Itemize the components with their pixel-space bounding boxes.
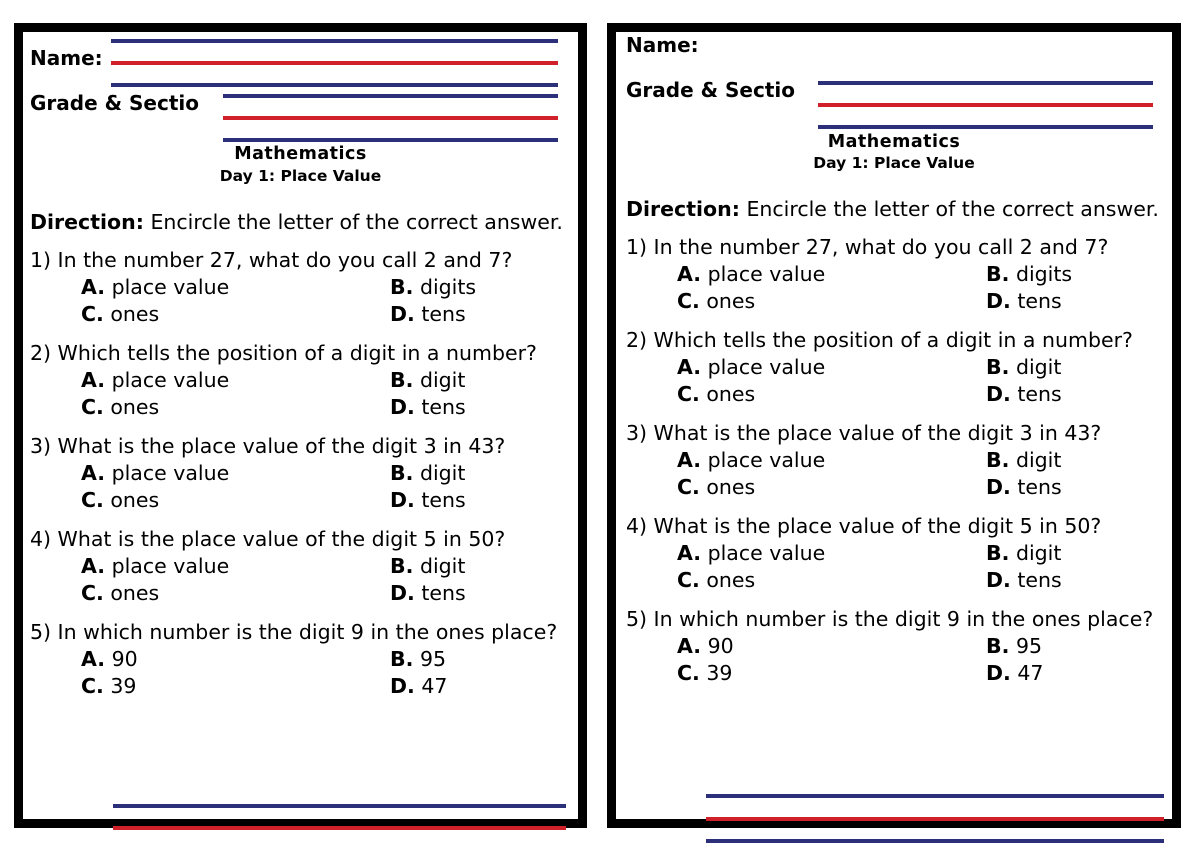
name-line-blue: [111, 39, 558, 43]
question-1: [626, 234, 1166, 315]
right-content: [626, 196, 1166, 699]
right-footer-line-blue: [706, 794, 1164, 798]
option-a[interactable]: A. place value: [81, 554, 230, 578]
direction: [626, 196, 1166, 223]
option-d[interactable]: D. tens: [390, 581, 466, 605]
question-5: [626, 606, 1166, 687]
option-b[interactable]: B. digit: [390, 554, 466, 578]
direction-text: Encircle the letter of the correct answer.: [739, 197, 1159, 221]
grade-section-label: Grade & Sectio: [30, 91, 200, 115]
right-footer-line-blue-2: [706, 839, 1164, 843]
option-c[interactable]: C. ones: [81, 581, 160, 605]
option-a[interactable]: A. place value: [81, 368, 230, 392]
option-a[interactable]: A. place value: [677, 448, 826, 472]
option-a[interactable]: A. 90: [677, 634, 734, 658]
question-text: 2) Which tells the position of a digit in a number?: [30, 341, 537, 365]
question-4: [30, 526, 570, 607]
day-title: Day 1: Place Value: [813, 154, 975, 172]
grade-line-blue-2: [223, 138, 558, 142]
question-text: 2) Which tells the position of a digit in a number?: [626, 328, 1133, 352]
question-text: 1) In the number 27, what do you call 2 and 7?: [30, 248, 513, 272]
option-c[interactable]: C. ones: [677, 289, 756, 313]
left-footer-line-red: [113, 826, 566, 830]
name-label: Name:: [30, 46, 103, 70]
option-d[interactable]: D. tens: [390, 488, 466, 512]
option-d[interactable]: D. tens: [986, 475, 1062, 499]
direction-text: Encircle the letter of the correct answer.: [143, 210, 563, 234]
option-a[interactable]: A. 90: [81, 647, 138, 671]
question-2: [30, 340, 570, 421]
option-b[interactable]: B. 95: [986, 634, 1043, 658]
option-a[interactable]: A. place value: [677, 541, 826, 565]
option-a[interactable]: A. place value: [81, 275, 230, 299]
option-d[interactable]: D. tens: [390, 395, 466, 419]
option-c[interactable]: C. 39: [677, 661, 733, 685]
subject-title: Mathematics: [827, 132, 961, 152]
option-a[interactable]: A. place value: [677, 262, 826, 286]
option-d[interactable]: D. 47: [986, 661, 1044, 685]
option-c[interactable]: C. ones: [677, 475, 756, 499]
option-d[interactable]: D. tens: [390, 302, 466, 326]
name-line-red: [111, 61, 558, 65]
question-3: [626, 420, 1166, 501]
question-text: 5) In which number is the digit 9 in the ones place?: [626, 607, 1154, 631]
option-d[interactable]: D. tens: [986, 382, 1062, 406]
left-footer-line-blue: [113, 804, 566, 808]
option-c[interactable]: C. ones: [81, 488, 160, 512]
direction: [30, 209, 570, 236]
option-d[interactable]: D. tens: [986, 289, 1062, 313]
option-b[interactable]: B. digits: [986, 262, 1073, 286]
option-b[interactable]: B. digit: [986, 355, 1062, 379]
direction-label: Direction:: [30, 210, 144, 234]
option-c[interactable]: C. ones: [677, 382, 756, 406]
grade-line-blue: [223, 94, 558, 98]
question-text: 4) What is the place value of the digit 5 in 50?: [626, 514, 1102, 538]
option-c[interactable]: C. ones: [677, 568, 756, 592]
question-text: 4) What is the place value of the digit 5 in 50?: [30, 527, 506, 551]
option-d[interactable]: D. tens: [986, 568, 1062, 592]
grade-section-label: Grade & Sectio: [626, 78, 796, 102]
question-text: 1) In the number 27, what do you call 2 and 7?: [626, 235, 1109, 259]
option-b[interactable]: B. digit: [986, 541, 1062, 565]
option-a[interactable]: A. place value: [81, 461, 230, 485]
name-line-blue-2: [111, 83, 558, 87]
option-a[interactable]: A. place value: [677, 355, 826, 379]
grade-line-blue: [818, 81, 1153, 85]
question-text: 3) What is the place value of the digit 3 in 43?: [30, 434, 506, 458]
name-label: Name:: [626, 33, 699, 57]
option-b[interactable]: B. digit: [390, 368, 466, 392]
question-2: [626, 327, 1166, 408]
option-c[interactable]: C. ones: [81, 302, 160, 326]
right-footer-line-red: [706, 817, 1164, 821]
day-title: Day 1: Place Value: [219, 167, 382, 185]
question-3: [30, 433, 570, 514]
option-b[interactable]: B. digit: [390, 461, 466, 485]
grade-line-blue-2: [818, 125, 1153, 129]
left-content: [30, 209, 570, 712]
question-text: 5) In which number is the digit 9 in the ones place?: [30, 620, 558, 644]
question-4: [626, 513, 1166, 594]
option-b[interactable]: B. 95: [390, 647, 447, 671]
question-text: 3) What is the place value of the digit 3 in 43?: [626, 421, 1102, 445]
subject-title: Mathematics: [234, 144, 367, 164]
grade-line-red: [818, 103, 1153, 107]
option-b[interactable]: B. digits: [390, 275, 477, 299]
option-d[interactable]: D. 47: [390, 674, 448, 698]
question-5: [30, 619, 570, 700]
question-1: [30, 247, 570, 328]
direction-label: Direction:: [626, 197, 740, 221]
grade-line-red: [223, 116, 558, 120]
option-c[interactable]: C. ones: [81, 395, 160, 419]
option-b[interactable]: B. digit: [986, 448, 1062, 472]
option-c[interactable]: C. 39: [81, 674, 137, 698]
